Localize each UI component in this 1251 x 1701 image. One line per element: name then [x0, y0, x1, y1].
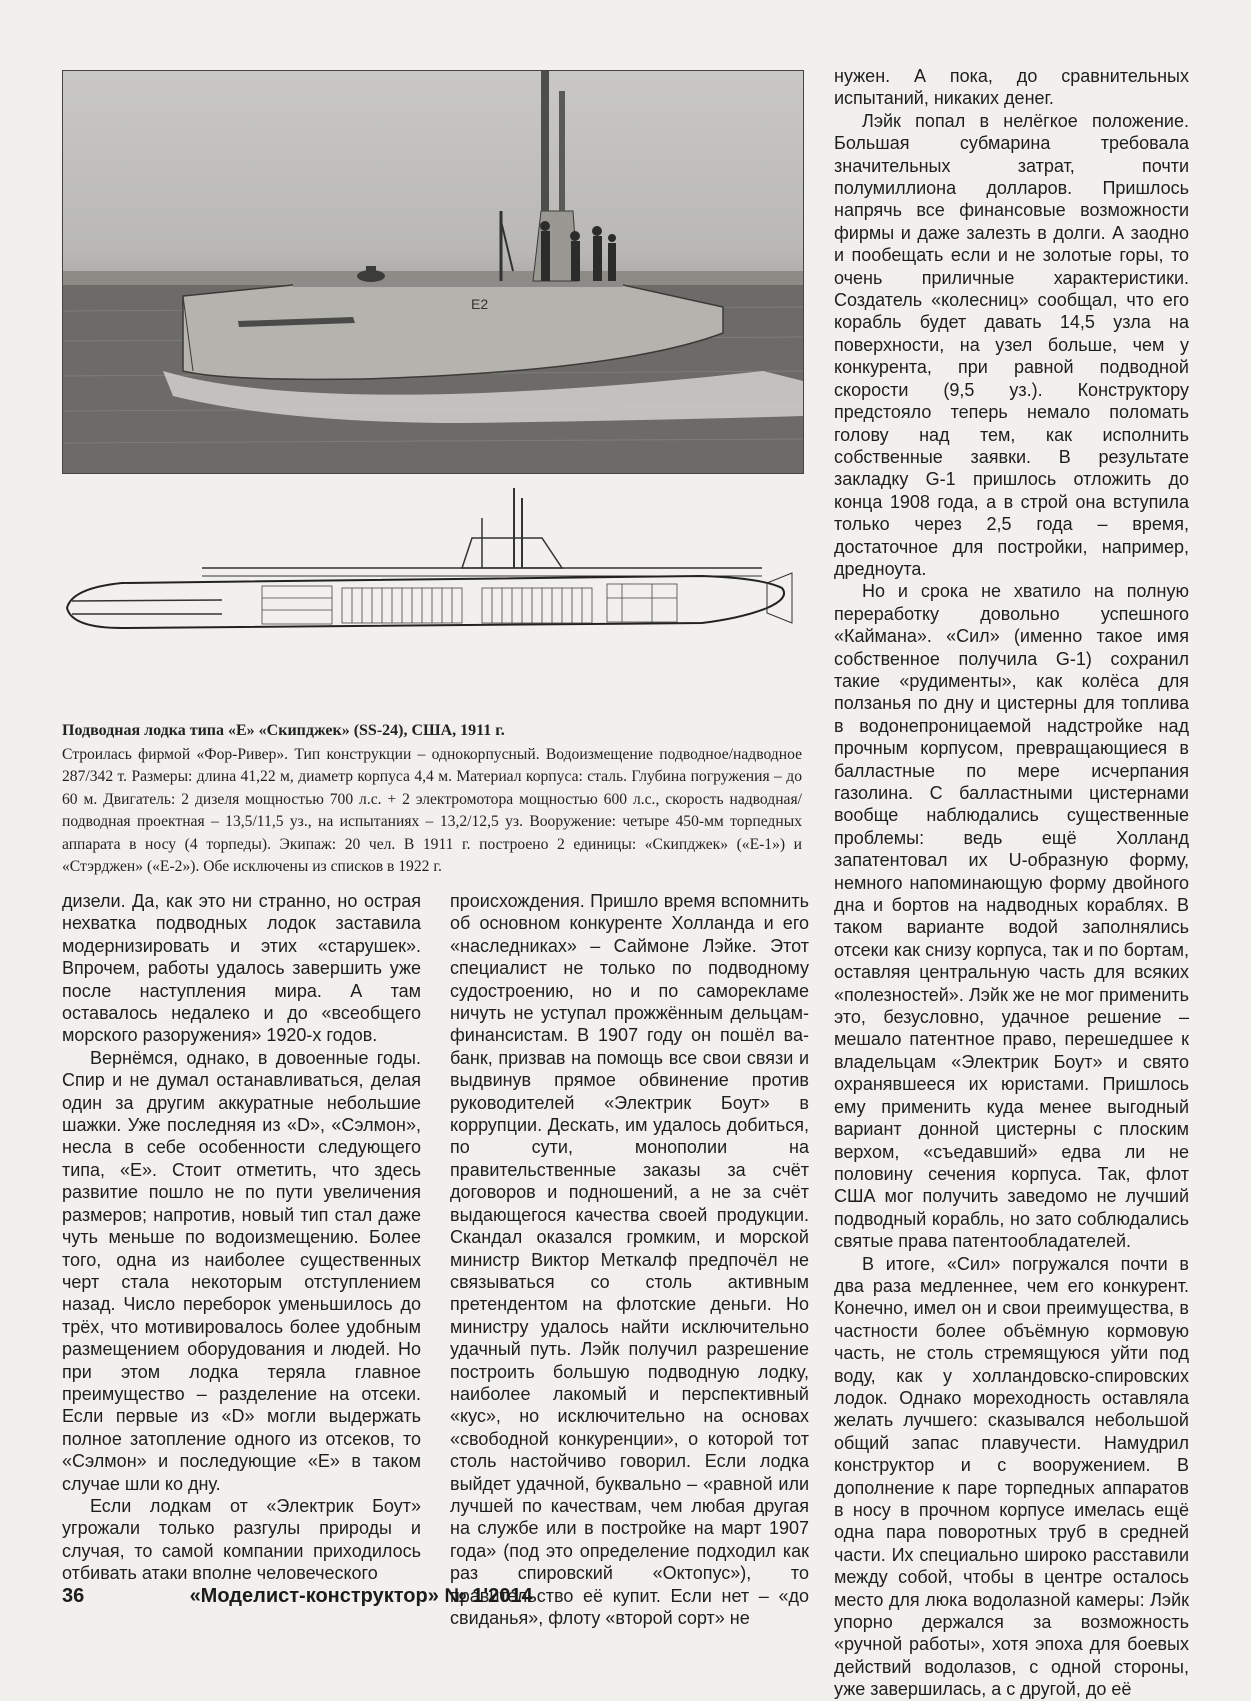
- paragraph: происхождения. Пришло время вспомнить об основном конкуренте Холланда и его «наследниках» – Саймоне Лэйке. Этот специалист не только по подводному судостроению, но и по саморекламе ничуть не уступал прожжённым дельцам-финансистам. В 1907 году он пошёл ва-банк, призвав на помощь все свои связи и выдвинув прямое обвинение против руководителей «Электрик Боут» в коррупции. Дескать, им удалось добиться, по сути, монополии на правительственные заказы за счёт договоров и подношений, а не за счёт выдающегося качества своей продукции. Скандал оказался громким, и морской министр Виктор Меткалф предпочёл не связываться со столь активным претендентом на флотские деньги. Но министру удалось найти исключительно удачный путь. Лэйк получил разрешение построить большую подводную лодку, наиболее лакомый и перспективный «кус», но исключительно на основах «свободной конкуренции», о которой тот столь настойчиво говорил. Если лодка выйдет удачной, буквально – «равной или лучшей по качествам, чем любая другая на службе или в постройке на март 1907 года» (под это определение подходил как раз спировский «Октопус»), то правительство её купит. Если нет – «до свиданья», флоту «второй сорт» не: [450, 891, 809, 1628]
- submarine-photo-icon: [63, 71, 803, 473]
- page-footer: [62, 1585, 533, 1608]
- caption-title: Подводная лодка типа «Е» «Скипджек» (SS-24), США, 1911 г.: [62, 722, 505, 739]
- magazine-title: «Моделист-конструктор» № 1'2014: [189, 1585, 533, 1607]
- paragraph: дизели. Да, как это ни странно, но острая нехватка подводных лодок заставила модернизировать и этих «старушек». Впрочем, работы удалось завершить уже после наступления мира. А там оставалось недалеко и до «всеобщего морского разоружения» 1920-х годов.: [62, 891, 421, 1046]
- submarine-photo: [62, 70, 804, 474]
- page-number: 36: [62, 1585, 85, 1607]
- svg-text:E2: E2: [471, 296, 489, 312]
- submarine-drawing-icon: [62, 488, 802, 708]
- paragraph: нужен. А пока, до сравнительных испытаний, никаких денег.: [834, 66, 1189, 109]
- paragraph: Если лодкам от «Электрик Боут» угрожали только разгулы природы и случая, то самой компании приходилось отбивать атаки вполне человеческого: [62, 1495, 421, 1584]
- article-column-3: [834, 65, 1189, 1701]
- paragraph: Вернёмся, однако, в довоенные годы. Спир и не думал останавливаться, делая один за другим аккуратные небольшие шажки. Уже последняя из «D», «Сэлмон», несла в себе особенности следующего типа, «Е». Стоит отметить, что здесь развитие пошло не по пути увеличения размеров; напротив, новый тип стал даже чуть меньше по водоизмещению. Более того, одна из наиболее существенных черт стала некоторым отступлением назад. Число переборок уменьшилось до трёх, что мотивировалось более удобным размещением оборудования и людей. Но при этом лодка теряла главное преимущество – разделение на отсеки. Если первые из «D» могли выдержать полное затопление одного из отсеков, то «Сэлмон» и последующие «Е» в таком случае шли ко дну.: [62, 1047, 421, 1494]
- paragraph: Лэйк попал в нелёгкое положение. Большая субмарина требовала значительных затрат, почти полумиллиона долларов. Пришлось напрячь все финансовые возможности фирмы и даже залезть в долги. А заодно и пообещать если и не золотые горы, то очень приличные характеристики. Создатель «колесниц» сообщал, что его корабль будет давать 14,5 узла на поверхности, на узел больше, чем у конкурента, при равной подводной скорости (9,5 уз.). Конструктору предстояло теперь немало поломать голову над тем, как исполнить собственные заявки. В результате закладку G-1 пришлось отложить до конца 1908 года, а в строй она вступила только через 2,5 года – время, достаточное для постройки, например, дредноута.: [834, 110, 1189, 579]
- article-column-2: [450, 890, 809, 1629]
- submarine-cutaway-drawing: [62, 488, 802, 708]
- figure-caption: [62, 720, 802, 879]
- caption-body: Строилась фирмой «Фор-Ривер». Тип конструкции – однокорпусный. Водоизмещение подводное/надводное 287/342 т. Размеры: длина 41,22 м, диаметр корпуса 4,4 м. Материал корпуса: сталь. Глубина погружения – до 60 м. Двигатель: 2 дизеля мощностью 700 л.с. + 2 электромотора мощностью 600 л.с., скорость надводная/подводная проектная – 13,5/11,5 уз., на испытаниях – 13,2/12,5 уз. Вооружение: четыре 450-мм торпедных аппарата в носу (4 торпеды). Экипаж: 20 чел. В 1911 г. построено 2 единицы: «Скипджек» («Е-1») и «Стэрджен» («Е-2»). Обе исключены из списков в 1922 г.: [62, 745, 802, 875]
- paragraph: В итоге, «Сил» погружался почти в два раза медленнее, чем его конкурент. Конечно, имел он и свои преимущества, в частности более объёмную кормовую часть, не столь стремящуюся уйти под воду, как у холландовско-спировских лодок. Однако мореходность оставляла желать лучшего: сказывался небольшой общий запас плавучести. Намудрил конструктор и с вооружением. В дополнение к паре торпедных аппаратов в носу в прочном корпусе имелась ещё одна пара поворотных труб в средней части. Их специально широко расставили между собой, чтобы в центре осталось место для люка водолазной камеры: Лэйк упорно держался за возможность «ручной работы», хотя эпоха для боевых действий водолазов, с одной стороны, уже завершилась, а с другой, до её: [834, 1253, 1189, 1700]
- paragraph: Но и срока не хватило на полную переработку довольно успешного «Каймана». «Сил» (именно такое имя собственное получила G-1) сохранил такие «рудименты», как колёса для ползанья по дну и цистерны для топлива в водонепроницаемой надстройке над прочным корпусом, превращающиеся в балластные по мере исчерпания газолина. С балластными цистернами вообще наблюдались существенные проблемы: ведь ещё Холланд запатентовал их U-образную форму, немного напоминающую форму двойного дна и бортов на надводных кораблях. В таком варианте водой заполнялись отсеки как снизу корпуса, так и по бортам, оставляя центральную часть для всяких «полезностей». Лэйк же не мог применить это, безусловно, удачное решение – мешало патентное право, перешедшее к владельцам «Электрик Боут» и свято охранявшееся их юристами. Пришлось ему применить куда менее выгодный вариант донной цистерны с плоским верхом, «съедавший» едва ли не половину сечения корпуса. Так, флот США мог получить заведомо не лучший подводный корабль, но зато соблюдались святые права патентообладателей.: [834, 581, 1189, 1252]
- article-column-1: [62, 890, 421, 1585]
